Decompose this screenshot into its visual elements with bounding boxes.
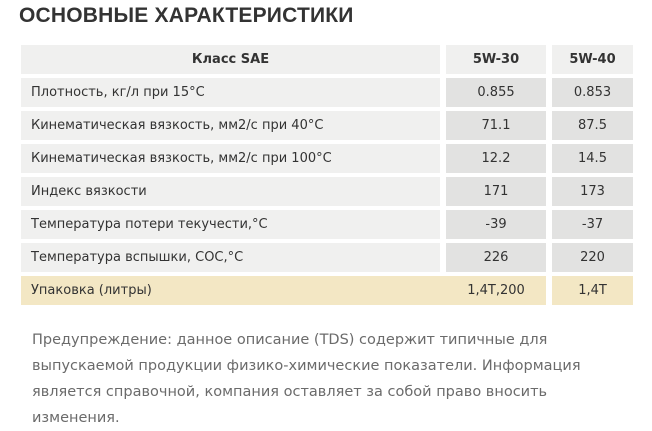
value-5w40: 14.5 (552, 144, 633, 173)
table-row-packaging (21, 276, 633, 305)
page-title: ОСНОВНЫЕ ХАРАКТЕРИСТИКИ (19, 4, 354, 27)
value-5w30: 171 (446, 177, 546, 206)
value-5w40: 0.853 (552, 78, 633, 107)
value-5w40: 87.5 (552, 111, 633, 140)
table-row (21, 144, 633, 173)
row-label-pour-point: Температура потери текучести,°C (21, 210, 440, 239)
header-5w30: 5W-30 (446, 45, 546, 74)
table-row (21, 177, 633, 206)
table-row (21, 78, 633, 107)
value-5w40: 173 (552, 177, 633, 206)
table-header-row (21, 45, 633, 74)
table-row (21, 210, 633, 239)
row-label-viscosity-40: Кинематическая вязкость, мм2/с при 40°C (21, 111, 440, 140)
header-sae-class: Класс SAE (21, 45, 440, 74)
value-5w30: 12.2 (446, 144, 546, 173)
value-5w30: 71.1 (446, 111, 546, 140)
value-5w30: 0.855 (446, 78, 546, 107)
row-label-density: Плотность, кг/л при 15°C (21, 78, 440, 107)
value-5w40: 1,4T (552, 276, 633, 305)
header-5w40: 5W-40 (552, 45, 633, 74)
row-label-packaging: Упаковка (литры) (21, 276, 440, 305)
table-row (21, 243, 633, 272)
value-5w30: -39 (446, 210, 546, 239)
value-5w40: 220 (552, 243, 633, 272)
row-label-viscosity-100: Кинематическая вязкость, мм2/с при 100°C (21, 144, 440, 173)
spec-table (21, 41, 633, 309)
row-label-flash-point: Температура вспышки, COC,°C (21, 243, 440, 272)
disclaimer-text: Предупреждение: данное описание (TDS) содержит типичные для выпускаемой продукции физико-химические показатели. Информация является справочной, компания оставляет за собой право вносить изменения. (32, 332, 581, 426)
value-5w30: 1,4T,200 (446, 276, 546, 305)
value-5w30: 226 (446, 243, 546, 272)
row-label-viscosity-index: Индекс вязкости (21, 177, 440, 206)
value-5w40: -37 (552, 210, 633, 239)
table-row (21, 111, 633, 140)
